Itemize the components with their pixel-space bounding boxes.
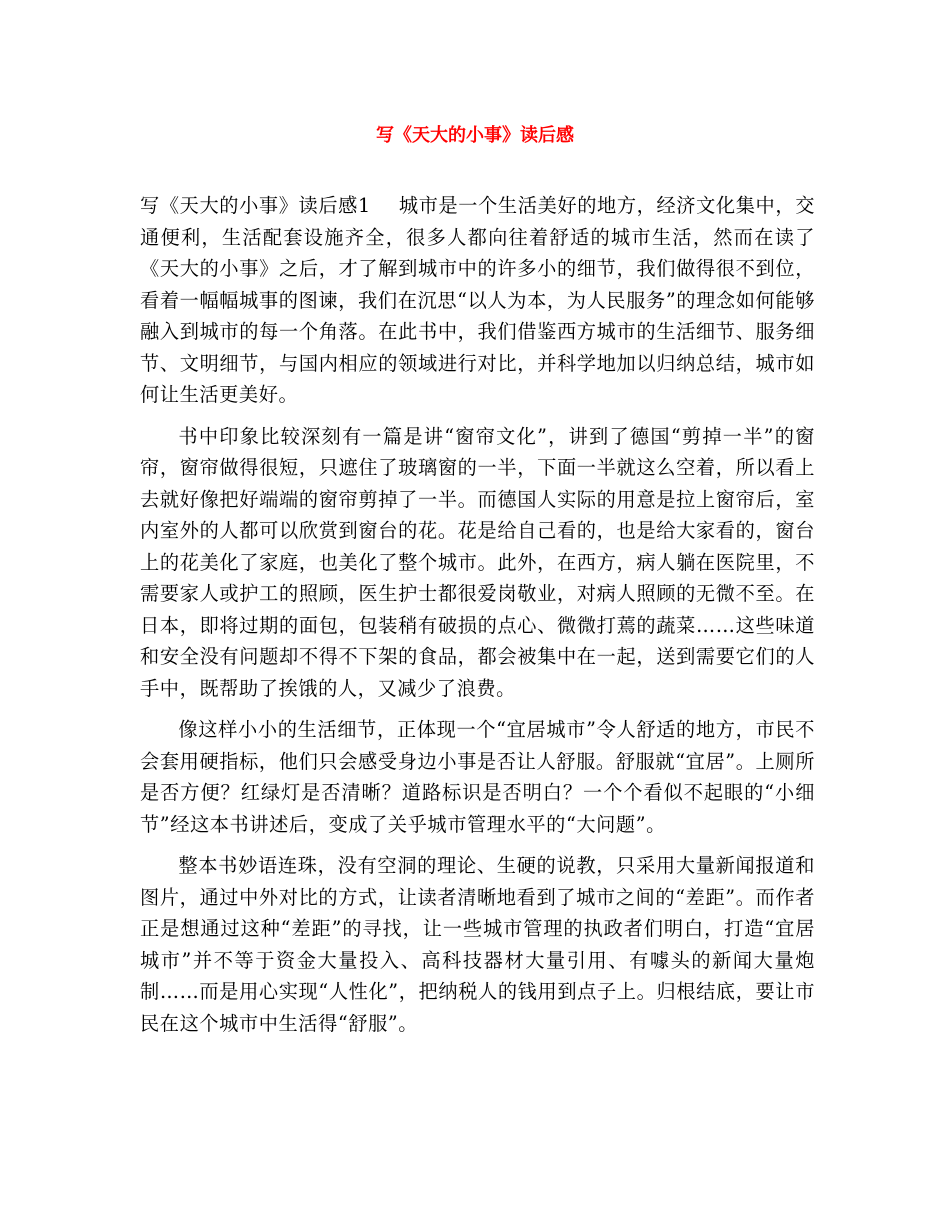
document-title: 写《天大的小事》读后感 bbox=[376, 125, 574, 146]
paragraph-1 bbox=[140, 190, 815, 411]
paragraph-2: 书中印象比较深刻有一篇是讲“窗帘文化”，讲到了德国“剪掉一半”的窗帘，窗帘做得很短，只遮住了玻璃窗的一半，下面一半就这么空着，所以看上去就好像把好端端的窗帘剪掉了一半。而德国人实际的用意是拉上窗帘后，室内室外的人都可以欣赏到窗台的花。花是给自己看的，也是给大家看的，窗台上的花美化了家庭，也美化了整个城市。此外，在西方，病人躺在医院里，不需要家人或护工的照顾，医生护士都很爱岗敬业，对病人照顾的无微不至。在日本，即将过期的面包，包装稍有破损的点心、微微打蔫的蔬菜……这些味道和安全没有问题却不得不下架的食品，都会被集中在一起，送到需要它们的人手中，既帮助了挨饿的人，又减少了浪费。 bbox=[140, 424, 815, 700]
paragraph-3: 像这样小小的生活细节，正体现一个“宜居城市”令人舒适的地方，市民不会套用硬指标，他们只会感受身边小事是否让人舒服。舒服就“宜居”。上厕所是否方便？红绿灯是否清晰？道路标识是否明白？一个个看似不起眼的“小细节”经这本书讲述后，变成了关乎城市管理水平的“大问题”。 bbox=[140, 718, 815, 836]
document-body bbox=[140, 190, 815, 1049]
paragraph-4: 整本书妙语连珠，没有空洞的理论、生硬的说教，只采用大量新闻报道和图片，通过中外对比的方式，让读者清晰地看到了城市之间的“差距”。而作者正是想通过这种“差距”的寻找，让一些城市管理的执政者们明白，打造“宜居城市”并不等于资金大量投入、高科技器材大量引用、有噱头的新闻大量炮制……而是用心实现“人性化”，把纳税人的钱用到点子上。归根结底，要让市民在这个城市中生活得“舒服”。 bbox=[140, 854, 815, 1035]
paragraph-1-text: 城市是一个生活美好的地方，经济文化集中，交通便利，生活配套设施齐全，很多人都向往着舒适的城市生活，然而在读了《天大的小事》之后，才了解到城市中的许多小的细节，我们做得很不到位，看着一幅幅城事的图谏，我们在沉思“以人为本，为人民服务”的理念如何能够融入到城市的每一个角落。在此书中，我们借鉴西方城市的生活细节、服务细节、文明细节，与国内相应的领域进行对比，并科学地加以归纳总结，城市如何让生活更美好。 bbox=[140, 194, 815, 406]
paragraph-1-label: 写《天大的小事》读后感1 bbox=[140, 194, 371, 217]
